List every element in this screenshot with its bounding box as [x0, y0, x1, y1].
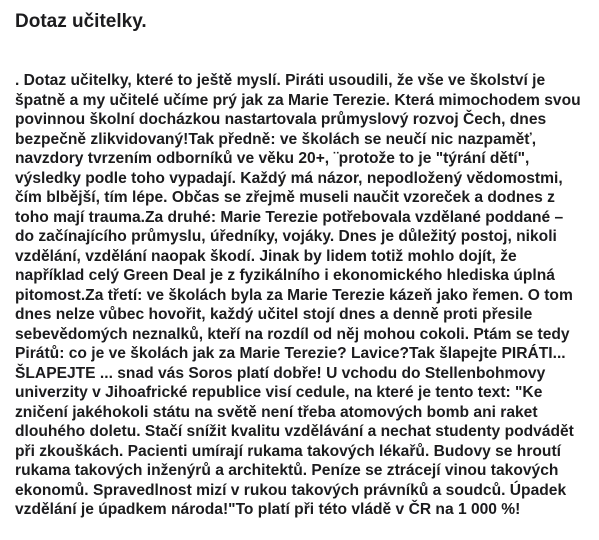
post-line: univerzity v Jihoafrické republice visí cedule, na které je tento text: "Ke — [15, 384, 543, 401]
post-line: například celý Green Deal je z fyzikálního i ekonomického hlediska úplná — [15, 267, 555, 284]
post-line: výsledky podle toho vypadají. Každý má názor, nepodložený vědomostmi, — [15, 169, 563, 187]
post-line: dnes nelze vůbec hovořit, každý učitel stojí dnes a denně proti přesile — [15, 306, 533, 323]
post-line: při zkouškách. Pacienti umírají rukama takových lékařů. Budovy se hroutí — [15, 442, 561, 460]
post-body — [15, 71, 590, 520]
post-line: rukama takových inženýrů a architektů. Peníze se ztrácejí vinou takových — [15, 462, 559, 479]
post-line: bezpečně zlikvidovaný!Tak předně: ve školách se neučí nic nazpaměť, — [15, 130, 537, 148]
post-line: povinnou školní docházkou nastartovala průmyslový rozvoj Čech, dnes — [15, 111, 547, 128]
post-line: sebevědomých neznalků, kteří na rozdíl od něj mohou cokoli. Ptám se tedy — [15, 325, 570, 343]
post-line: Pirátů: co je ve školách jak za Marie Terezie? Lavice?Tak šlapejte PIRÁTI... — [15, 345, 566, 362]
post-line: vzdělání je úpadkem národa!"To platí při této vládě v ČR na 1 000 %! — [15, 501, 521, 518]
post-line: špatně a my učitelé učíme prý jak za Marie Terezie. Která mimochodem svou — [15, 91, 581, 109]
post-line: dlouhého doletu. Stačí snížit kvalitu vzdělávání a nechat studenty podvádět — [15, 423, 574, 440]
post-line: vzdělání, vzdělání naopak škodí. Jinak by lidem totiž mohlo dojít, že — [15, 247, 517, 265]
post-line: navzdory tvrzením odborníků ve věku 20+, ¨protože to je "týrání dětí", — [15, 150, 530, 167]
post-line: . Dotaz učitelky, které to ještě myslí. Piráti usoudili, že vše ve školství je — [15, 72, 546, 89]
post-line: ŠLAPEJTE ... snad vás Soros platí dobře! U vchodu do Stellenbohmovy — [15, 364, 546, 382]
post-line: pitomost.Za třetí: ve školách byla za Marie Terezie kázeň jako řemen. O tom — [15, 286, 573, 304]
post-line: zničení jakéhokoli státu na světě není třeba atomových bomb ani raket — [15, 403, 538, 421]
post-line: toho mají trauma.Za druhé: Marie Terezie potřebovala vzdělané poddané – — [15, 208, 564, 226]
post-title: Dotaz učitelky. — [15, 11, 147, 32]
post-line: do začínajícího průmyslu, úředníky, vojáky. Dnes je důležitý postoj, nikoli — [15, 228, 557, 245]
post-line: ekonomů. Spravedlnost mizí v rukou takových právníků a soudců. Úpadek — [15, 481, 567, 499]
post-line: čím blbější, tím lépe. Občas se zřejmě museli naučit vzoreček a dodnes z — [15, 189, 555, 206]
